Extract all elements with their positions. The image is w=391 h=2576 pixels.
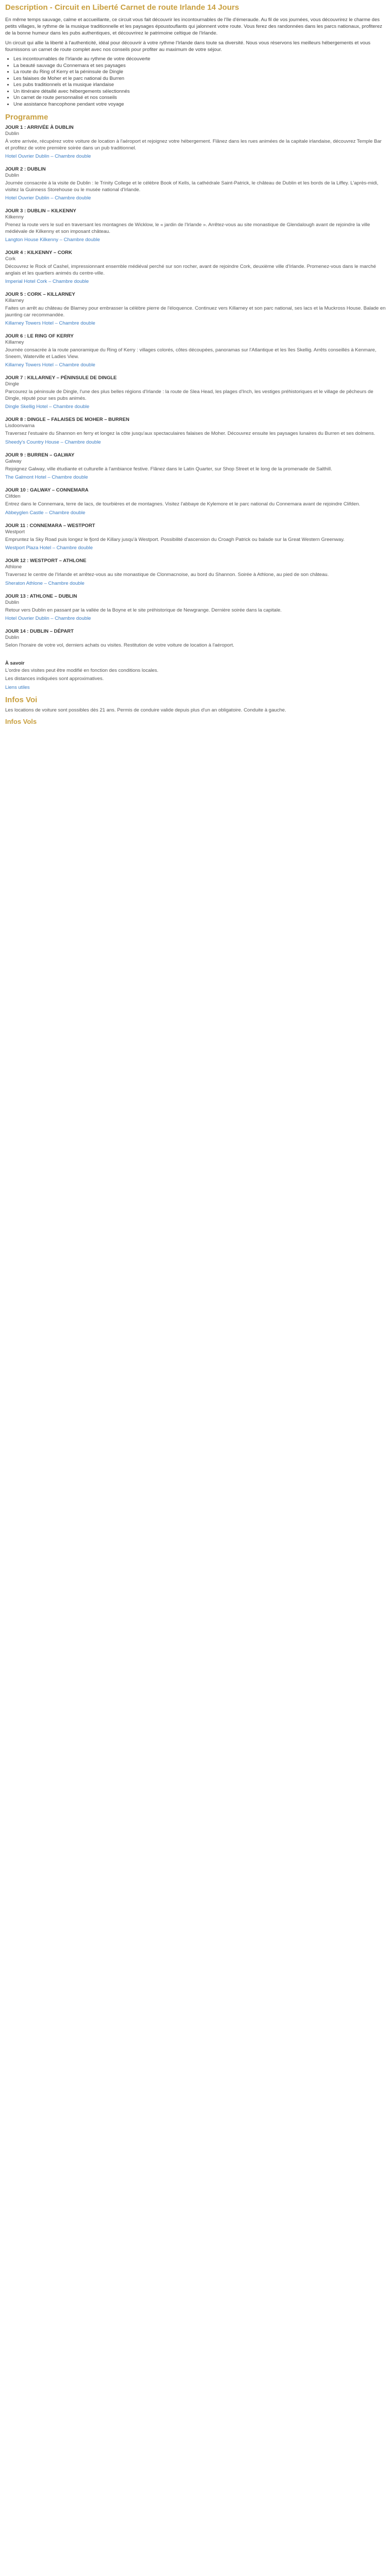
- day-hotel: [5, 581, 386, 586]
- day-title: JOUR 3 : DUBLIN – KILKENNY: [5, 208, 76, 214]
- note-item: Les distances indiquées sont approximatives.: [5, 676, 104, 682]
- day-block: [5, 629, 386, 649]
- day-title: JOUR 11 : CONNEMARA – WESTPORT: [5, 522, 95, 529]
- day-title: JOUR 1 : ARRIVÉE À DUBLIN: [5, 125, 74, 130]
- day-block: [5, 523, 386, 551]
- day-title: JOUR 8 : DINGLE – FALAISES DE MOHER – BURREN: [5, 417, 129, 422]
- day-block: [5, 208, 386, 243]
- hotel-link[interactable]: Hotel Ouvrier Dublin – Chambre double: [5, 154, 91, 159]
- day-place: Westport: [5, 529, 25, 535]
- intro: [5, 16, 386, 53]
- info-block: [5, 707, 386, 714]
- day-description: Rejoignez Galway, ville étudiante et culturelle à l'ambiance festive. Flânez dans le Latin Quarter, sur Shop Street et le long de la promenade de Salthill.: [5, 466, 332, 472]
- hotel-link[interactable]: Abbeyglen Castle – Chambre double: [5, 510, 86, 516]
- day-place: Dingle: [5, 381, 19, 387]
- highlight-item: • Les incontournables de l'Irlande au rythme de votre découverte: [13, 56, 386, 63]
- day-block: [5, 417, 386, 445]
- day-description: Parcourez la péninsule de Dingle, l'une des plus belles régions d'Irlande : la route de Slea Head, les plages d'Inch, les vestiges préhistoriques et le village de pêcheurs de Dingle, réputé pour ses pubs animés.: [5, 389, 373, 401]
- highlight-item: • La route du Ring of Kerry et la péninsule de Dingle: [13, 69, 386, 76]
- hotel-link[interactable]: Dingle Skellig Hotel – Chambre double: [5, 404, 90, 410]
- day-hotel: [5, 362, 386, 368]
- day-hotel: [5, 439, 386, 445]
- day-title: JOUR 2 : DUBLIN: [5, 166, 46, 172]
- program: [5, 125, 386, 649]
- day-hotel: [5, 510, 386, 516]
- day-hotel: [5, 195, 386, 201]
- day-title: JOUR 13 : ATHLONE – DUBLIN: [5, 593, 77, 599]
- program-heading: Programme: [5, 113, 48, 122]
- useful-links-link[interactable]: Liens utiles: [5, 684, 30, 690]
- day-description: Journée consacrée à la visite de Dublin : le Trinity College et le célèbre Book of Kells, la cathédrale Saint-Patrick, le château de Dublin et les bords de la Liffey. L'après-midi, visitez la Guinness Storehouse ou le musée national d'Irlande.: [5, 180, 379, 193]
- day-place: Clifden: [5, 494, 21, 499]
- day-title: JOUR 6 : LE RING OF KERRY: [5, 333, 74, 339]
- info-heading: Infos Voi: [5, 695, 38, 704]
- day-description: Retour vers Dublin en passant par la vallée de la Boyne et le site préhistorique de Newgrange. Dernière soirée dans la capitale.: [5, 607, 282, 613]
- hotel-link[interactable]: Imperial Hotel Cork – Chambre double: [5, 279, 89, 284]
- day-place: Dublin: [5, 635, 19, 640]
- day-hotel: [5, 154, 386, 159]
- highlights-list: [5, 56, 386, 108]
- page: [0, 3, 391, 725]
- day-hotel: [5, 474, 386, 480]
- day-hotel: [5, 545, 386, 551]
- day-block: [5, 594, 386, 622]
- hotel-link[interactable]: Killarney Towers Hotel – Chambre double: [5, 320, 95, 326]
- day-block: [5, 333, 386, 368]
- day-title: JOUR 14 : DUBLIN – DÉPART: [5, 629, 74, 634]
- hotel-link[interactable]: Westport Plaza Hotel – Chambre double: [5, 545, 93, 551]
- day-description: Entrez dans le Connemara, terre de lacs, de tourbières et de montagnes. Visitez l'abbaye de Kylemore et le parc national du Connemara avant de rejoindre Clifden.: [5, 501, 361, 507]
- day-block: [5, 375, 386, 410]
- day-block: [5, 558, 386, 586]
- day-description: Traversez l'estuaire du Shannon en ferry et longez la côte jusqu'aux spectaculaires falaises de Moher. Découvrez ensuite les paysages lunaires du Burren et ses dolmens.: [5, 431, 376, 436]
- day-place: Killarney: [5, 340, 24, 345]
- day-place: Dublin: [5, 173, 19, 178]
- notes-title: À savoir: [5, 660, 25, 666]
- highlight-item: • Les pubs traditionnels et la musique irlandaise: [13, 82, 386, 89]
- day-place: Dublin: [5, 599, 19, 605]
- day-description: Journée consacrée à la route panoramique du Ring of Kerry : villages colorés, côtes découpées, panoramas sur l'Atlantique et les îles Skellig. Arrêts conseillés à Kenmare, Sneem, Waterville et Ladies View.: [5, 347, 377, 360]
- day-title: JOUR 7 : KILLARNEY – PÉNINSULE DE DINGLE: [5, 375, 117, 381]
- hotel-link[interactable]: Langton House Kilkenny – Chambre double: [5, 237, 100, 243]
- day-hotel: [5, 237, 386, 243]
- day-title: JOUR 4 : KILKENNY – CORK: [5, 250, 72, 256]
- day-block: [5, 292, 386, 326]
- highlight-item: • Les falaises de Moher et le parc national du Burren: [13, 76, 386, 82]
- day-title: JOUR 9 : BURREN – GALWAY: [5, 452, 75, 458]
- intro-paragraph: En même temps sauvage, calme et accueillante, ce circuit vous fait découvrir les incontournables de l'île d'émeraude. Au fil de vos journées, vous découvrirez le charme des petits villages, le rythme de la musique traditionnelle et les paysages époustouflants qui jalonnent votre route. Vous ferez des randonnées dans les parcs nationaux, profiterez de la bonne humeur dans les pubs authentiques, et découvrirez le patrimoine celtique de l'Irlande.: [5, 17, 382, 36]
- day-block: [5, 125, 386, 159]
- day-place: Lisdoonvarna: [5, 423, 35, 429]
- hotel-link[interactable]: Killarney Towers Hotel – Chambre double: [5, 362, 95, 368]
- day-hotel: [5, 404, 386, 410]
- hotel-link[interactable]: Hotel Ouvrier Dublin – Chambre double: [5, 195, 91, 201]
- day-hotel: [5, 616, 386, 621]
- note-item: L'ordre des visites peut être modifié en fonction des conditions locales.: [5, 667, 159, 673]
- page-title: Description - Circuit en Liberté Carnet de route Irlande 14 Jours: [5, 3, 239, 12]
- hotel-link[interactable]: Hotel Ouvrier Dublin – Chambre double: [5, 616, 91, 621]
- day-title: JOUR 12 : WESTPORT – ATHLONE: [5, 558, 87, 564]
- notes-block: [5, 668, 386, 683]
- day-title: JOUR 5 : CORK – KILLARNEY: [5, 292, 75, 297]
- day-place: Killarney: [5, 298, 24, 303]
- highlight-item: • Une assistance francophone pendant votre voyage: [13, 101, 386, 108]
- day-hotel: [5, 279, 386, 284]
- day-place: Cork: [5, 256, 16, 262]
- hotel-link[interactable]: The Galmont Hotel – Chambre double: [5, 474, 88, 480]
- day-hotel: [5, 320, 386, 326]
- useful-links: [5, 685, 386, 690]
- day-block: [5, 452, 386, 481]
- day-place: Dublin: [5, 131, 19, 137]
- day-place: Kilkenny: [5, 214, 24, 220]
- day-block: [5, 166, 386, 201]
- day-block: [5, 487, 386, 516]
- footer-label: Infos Vols: [5, 718, 37, 725]
- day-description: Découvrez le Rock of Cashel, impressionnant ensemble médiéval perché sur son rocher, avant de rejoindre Cork, deuxième ville d'Irlande. Promenez-vous dans le marché anglais et les quartiers animés du centre-ville.: [5, 264, 376, 276]
- highlight-item: • Un carnet de route personnalisé et nos conseils: [13, 95, 386, 101]
- hotel-link[interactable]: Sheedy's Country House – Chambre double: [5, 439, 101, 445]
- day-description: Faites un arrêt au château de Blarney pour embrasser la célèbre pierre de l'éloquence. Continuez vers Killarney et son parc national, ses lacs et la Muckross House. Balade en jaunting car recommandée.: [5, 306, 386, 318]
- highlight-item: • Un itinéraire détaillé avec hébergements sélectionnés: [13, 89, 386, 95]
- info-text: Les locations de voiture sont possibles dès 21 ans. Permis de conduire valide depuis plus d'un an obligatoire. Conduite à gauche.: [5, 707, 286, 713]
- day-description: Selon l'horaire de votre vol, derniers achats ou visites. Restitution de votre voiture de location à l'aéroport.: [5, 642, 235, 648]
- highlight-item: • La beauté sauvage du Connemara et ses paysages: [13, 63, 386, 70]
- intro-paragraph: Un circuit qui allie la liberté à l'authenticité, idéal pour découvrir à votre rythme l'Irlande dans toute sa diversité. Nous vous réservons les meilleurs hébergements et vous fournissons un carnet de route complet avec nos conseils pour profiter au maximum de votre séjour.: [5, 40, 371, 53]
- day-description: À votre arrivée, récupérez votre voiture de location à l'aéroport et rejoignez votre hébergement. Flânez dans les rues animées de la capitale irlandaise, découvrez Temple Bar et profitez de votre première soirée dans un pub traditionnel.: [5, 139, 382, 151]
- day-description: Empruntez la Sky Road puis longez le fjord de Killary jusqu'à Westport. Possibilité d'ascension du Croagh Patrick ou balade sur la Great Western Greenway.: [5, 536, 345, 543]
- day-place: Galway: [5, 458, 22, 464]
- day-description: Traversez le centre de l'Irlande et arrêtez-vous au site monastique de Clonmacnoise, au bord du Shannon. Soirée à Athlone, au pied de son château.: [5, 572, 329, 578]
- day-place: Athlone: [5, 564, 22, 570]
- hotel-link[interactable]: Sheraton Athlone – Chambre double: [5, 580, 85, 586]
- day-description: Prenez la route vers le sud en traversant les montagnes de Wicklow, le « jardin de l'Irlande ». Arrêtez-vous au site monastique de Glendalough avant de rejoindre la ville médiévale de Kilkenny et son imposant château.: [5, 222, 370, 234]
- day-block: [5, 250, 386, 284]
- day-title: JOUR 10 : GALWAY – CONNEMARA: [5, 487, 89, 493]
